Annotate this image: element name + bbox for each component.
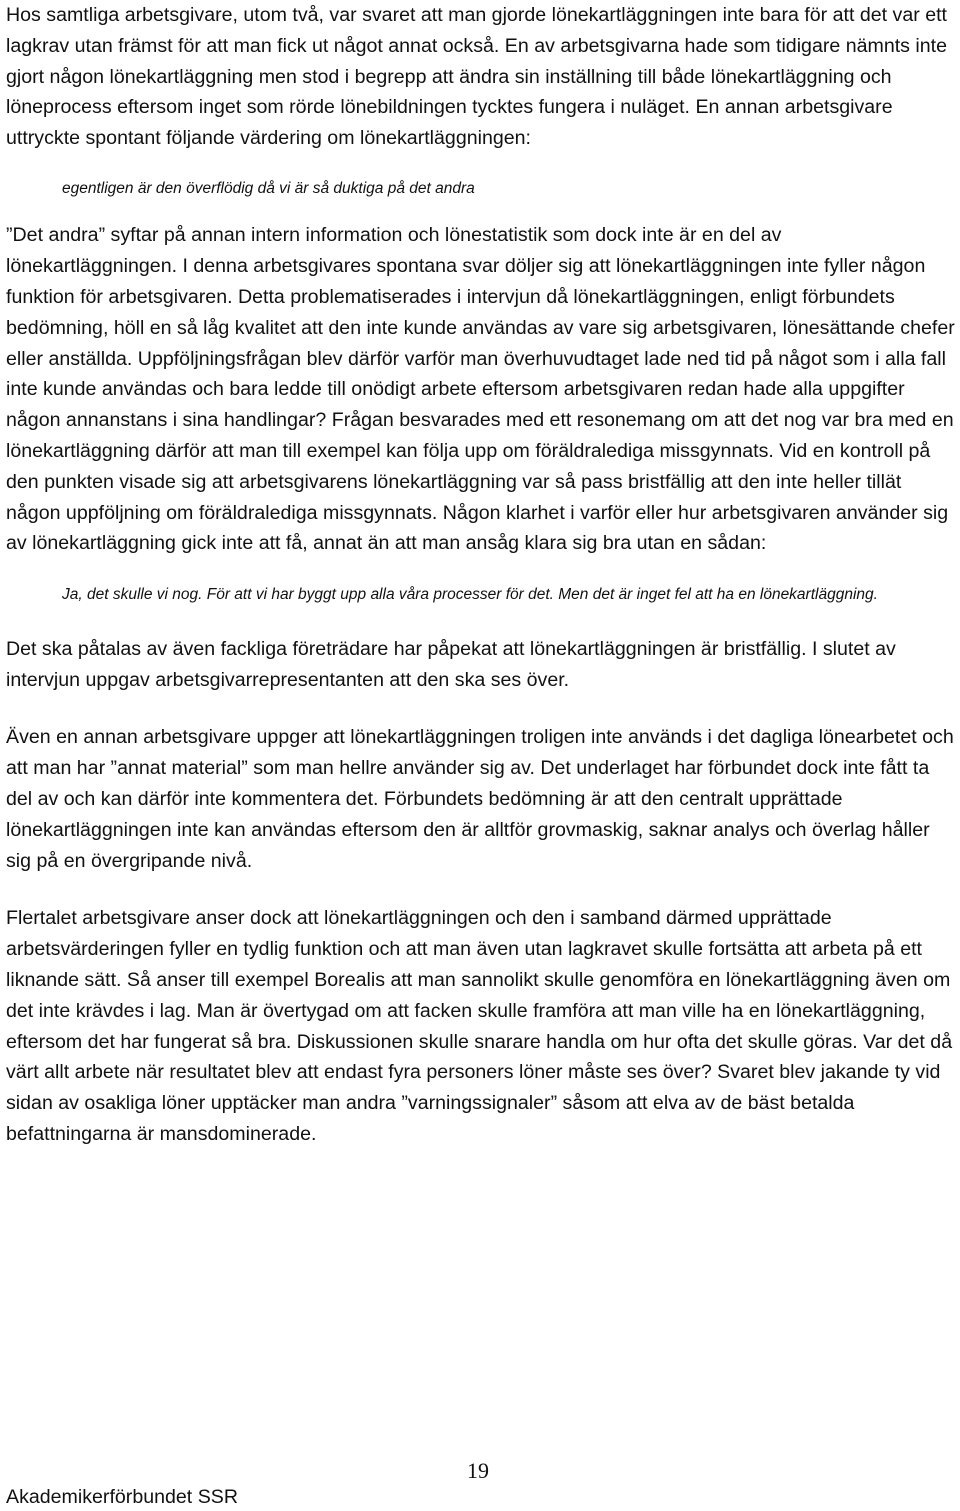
interview-quote-2: Ja, det skulle vi nog. För att vi har byggt upp alla våra processer för det. Men det är inget fel att ha en lönekartläggning.: [62, 586, 878, 604]
page-number: 19: [467, 1458, 489, 1483]
body-paragraph-1: Hos samtliga arbetsgivare, utom två, var svaret att man gjorde lönekartläggningen inte bara för att det var ett lagkrav utan främst för att man fick ut något annat också. En av arbetsgivarna hade som tidigare nämnts inte gjort någon lönekartläggning men stod i begrepp att ändra sin inställning till både lönekartläggning och löneprocess eftersom inget som rörde lönebildningen tycktes fungera i nuläget. En annan arbetsgivare uttryckte spontant följande värdering om lönekartläggningen:: [6, 4, 947, 150]
body-paragraph-2: ”Det andra” syftar på annan intern information och lönestatistik som dock inte är en del av lönekartläggningen. I denna arbetsgivares spontana svar döljer sig att lönekartläggningen inte fyller någon funktion för arbetsgivaren. Detta problematiserades i intervjun då lönekartläggningen, enligt förbundets bedömning, höll en så låg kvalitet att den inte kunde användas av vare sig arbetsgivaren, lönesättande chefer eller anställda. Uppföljningsfrågan blev därför varför man överhuvudtaget lade ned tid på något som i alla fall inte kunde användas och bara ledde till onödigt arbete eftersom arbetsgivaren redan hade alla uppgifter någon annanstans i sina handlingar? Frågan besvarades med ett resonemang om att det nog var bra med en lönekartläggning därför att man till exempel kan följa upp om föräldralediga missgynnats. Vid en kontroll på den punkten visade sig att arbetsgivarens lönekartläggning var så pass bristfällig att den inte heller tillät någon uppföljning om föräldralediga missgynnats. Någon klarhet i varför eller hur arbetsgivaren använder sig av lönekartläggning gick inte att få, annat än att man ansåg klara sig bra utan en sådan:: [6, 224, 955, 555]
interview-quote-1: egentligen är den överflödig då vi är så duktiga på det andra: [62, 179, 475, 197]
body-paragraph-3: Det ska påtalas av även fackliga företrädare har påpekat att lönekartläggningen är bristfällig. I slutet av intervjun uppgav arbetsgivarrepresentanten att den ska ses över.: [6, 637, 896, 691]
body-paragraph-5: Flertalet arbetsgivare anser dock att lönekartläggningen och den i samband därmed upprättade arbetsvärderingen fyller en tydlig funktion och att man även utan lagkravet skulle fortsätta att arbeta på ett liknande sätt. Så anser till exempel Borealis att man sannolikt skulle genomföra en lönekartläggning även om det inte krävdes i lag. Man är övertygad om att facken skulle framföra att man ville ha en lönekartläggning, eftersom det har fungerat så bra. Diskussionen skulle snarare handla om hur ofta det skulle göras. Var det då värt allt arbete när resultatet blev att endast fyra personers löner måste ses över? Svaret blev jakande ty vid sidan av osakliga löner upptäcker man andra ”varningssignaler” såsom att elva av de bäst betalda befattningarna är mansdominerade.: [6, 907, 953, 1145]
document-page: [6, 0, 956, 1150]
body-paragraph-4: Även en annan arbetsgivare uppger att lönekartläggningen troligen inte används i det dagliga lönearbetet och att man har ”annat material” som man hellre använder sig av. Det underlaget har förbundet dock inte fått ta del av och kan därför inte kommentera det. Förbundets bedömning är att den centralt upprättade lönekartläggningen inte kan användas eftersom den är alltför grovmaskig, saknar analys och överlag håller sig på en övergripande nivå.: [6, 726, 954, 872]
footer-organization: Akademikerförbundet SSR: [6, 1486, 238, 1508]
